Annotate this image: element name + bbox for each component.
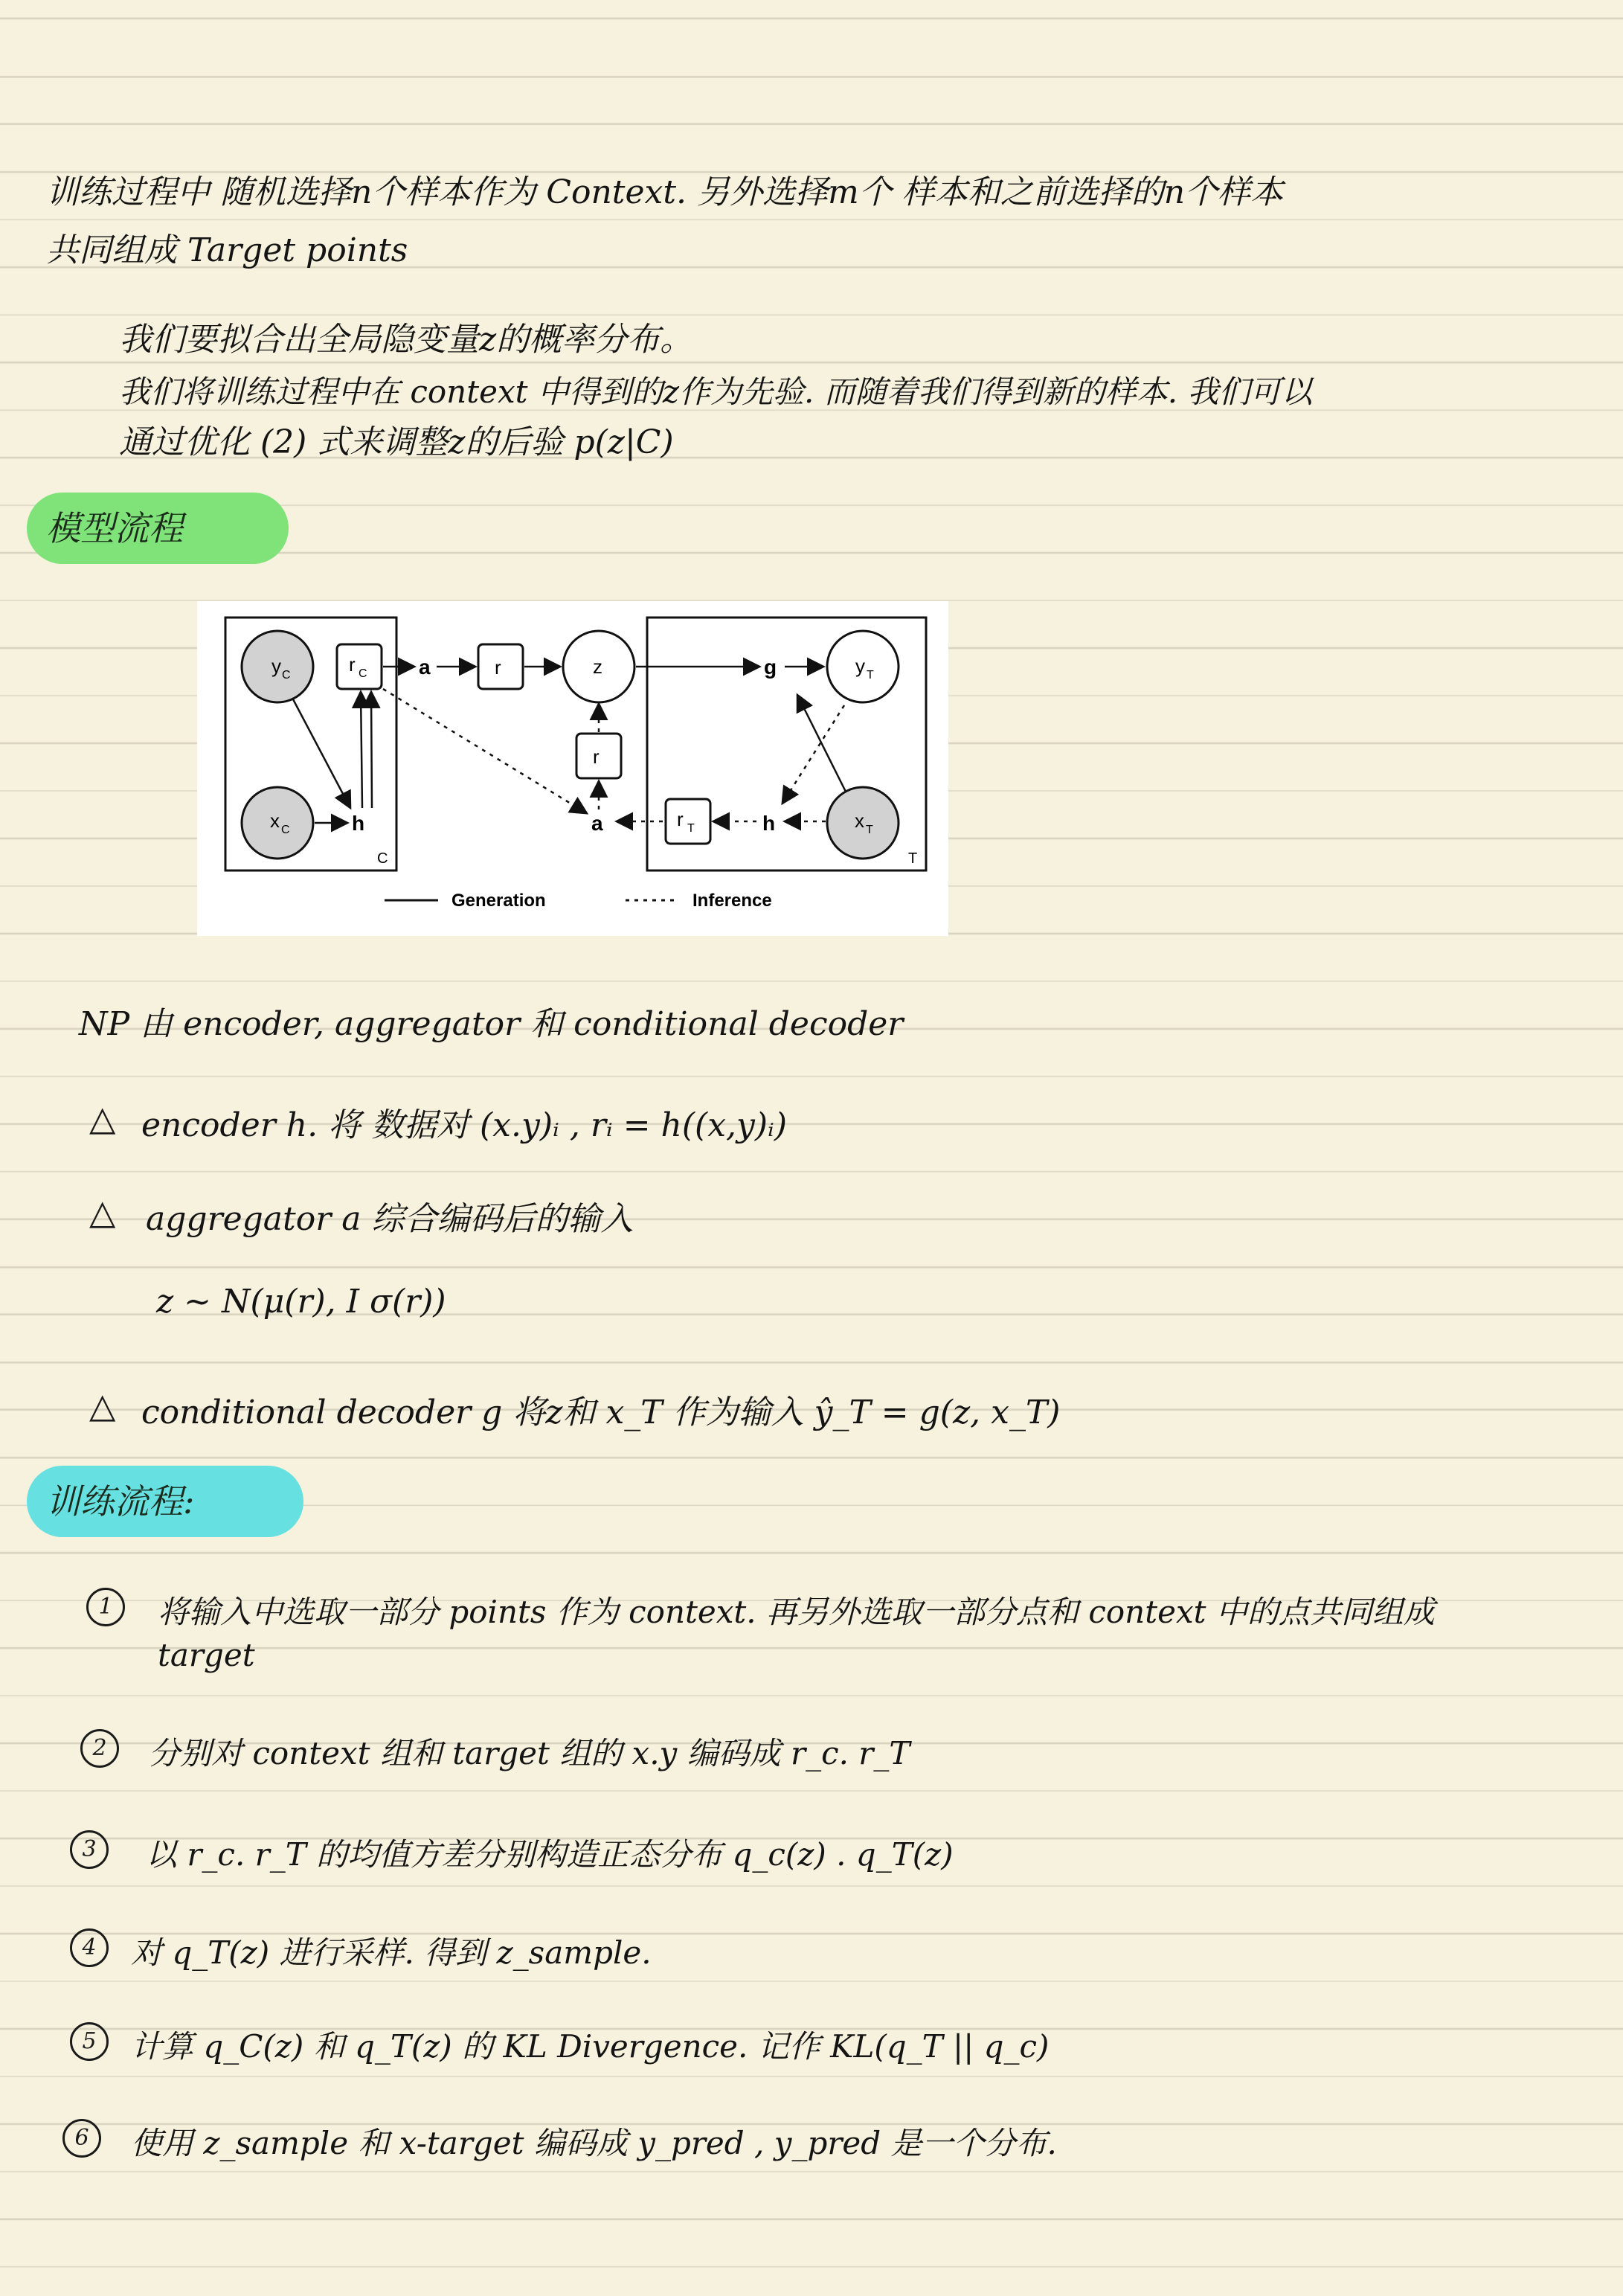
section-model-title: 模型流程 bbox=[27, 493, 289, 564]
node-yc-label: y bbox=[271, 655, 281, 677]
step-5-line-1: 计算 q_C(z) 和 q_T(z) 的 KL Divergence. 记作 KL(q_T || q_c) bbox=[131, 2028, 1050, 2065]
node-rt bbox=[666, 799, 710, 844]
node-r-mid-label: r bbox=[593, 745, 600, 768]
node-z-label: z bbox=[593, 655, 602, 678]
triangle-bullet-icon: △ bbox=[89, 1098, 116, 1138]
node-rc-label: r bbox=[349, 653, 356, 676]
triangle-bullet-icon: △ bbox=[89, 1385, 116, 1426]
section-train-title: 训练流程: bbox=[27, 1466, 303, 1537]
node-r-top-label: r bbox=[495, 656, 501, 679]
legend-generation: Generation bbox=[451, 891, 546, 911]
step-3-line-1: 以 r_c. r_T 的均值方差分别构造正态分布 q_c(z) . q_T(z) bbox=[146, 1836, 954, 1873]
target-plate-label: T bbox=[908, 850, 918, 867]
intro-line-2: 共同组成 Target points bbox=[46, 231, 408, 269]
step-number-3: 3 bbox=[70, 1830, 109, 1869]
legend-inference: Inference bbox=[692, 891, 772, 911]
prior-line-2: 我们将训练过程中在 context 中得到的z作为先验. 而随着我们得到新的样本. 我们可以 bbox=[119, 373, 1313, 410]
node-xt-sub: T bbox=[866, 824, 873, 836]
step-number-5: 5 bbox=[70, 2022, 109, 2061]
node-rc-sub: C bbox=[359, 667, 367, 680]
prior-line-3: 通过优化 (2) 式来调整z的后验 p(z|C) bbox=[119, 423, 674, 461]
node-yt-sub: T bbox=[867, 669, 874, 682]
figure-svg bbox=[197, 601, 948, 936]
np-intro: NP 由 encoder, aggregator 和 conditional decoder bbox=[79, 1005, 904, 1043]
context-plate-label: C bbox=[377, 850, 388, 867]
step-2-line-1: 分别对 context 组和 target 组的 x.y 编码成 r_c. r_T bbox=[149, 1735, 910, 1771]
node-rc bbox=[337, 644, 382, 689]
node-a-bottom: a bbox=[591, 812, 603, 835]
node-yc-sub: C bbox=[282, 669, 291, 682]
node-rt-label: r bbox=[677, 808, 684, 830]
component-decoder: conditional decoder g 将z和 x_T 作为输入 ŷ_T = g(z, x_T) bbox=[141, 1394, 1061, 1431]
step-6-line-1: 使用 z_sample 和 x-target 编码成 y_pred , y_pred 是一个分布. bbox=[131, 2125, 1057, 2161]
node-h-right: h bbox=[762, 812, 776, 835]
node-yt-label: y bbox=[855, 655, 865, 677]
node-a-top: a bbox=[419, 655, 431, 679]
prior-line-1: 我们要拟合出全局隐变量z的概率分布。 bbox=[119, 321, 693, 359]
step-number-6: 6 bbox=[62, 2119, 101, 2158]
triangle-bullet-icon: △ bbox=[89, 1192, 116, 1232]
step-number-1: 1 bbox=[86, 1588, 125, 1626]
intro-line-1: 训练过程中 随机选择n个样本作为 Context. 另外选择m个 样本和之前选择的n个样本 bbox=[46, 173, 1284, 211]
np-graphical-model-figure bbox=[197, 601, 948, 936]
component-encoder: encoder h. 将 数据对 (x.y)ᵢ , rᵢ = h((x,y)ᵢ) bbox=[141, 1106, 788, 1144]
node-rt-sub: T bbox=[687, 822, 695, 835]
aggregator-formula: z ~ N(μ(r), I σ(r)) bbox=[156, 1283, 446, 1321]
step-1-line-2: target bbox=[158, 1637, 255, 1673]
component-aggregator: aggregator a 综合编码后的输入 bbox=[146, 1200, 634, 1238]
step-4-line-1: 对 q_T(z) 进行采样. 得到 z_sample. bbox=[131, 1934, 652, 1971]
node-g: g bbox=[764, 655, 777, 679]
step-1-line-1: 将输入中选取一部分 points 作为 context. 再另外选取一部分点和 context 中的点共同组成 bbox=[158, 1594, 1435, 1630]
step-number-2: 2 bbox=[80, 1729, 119, 1768]
node-xc-label: x bbox=[270, 809, 280, 832]
step-number-4: 4 bbox=[70, 1928, 109, 1967]
node-xc-sub: C bbox=[281, 824, 290, 836]
node-xt-label: x bbox=[855, 809, 864, 832]
node-h-left: h bbox=[352, 812, 365, 835]
